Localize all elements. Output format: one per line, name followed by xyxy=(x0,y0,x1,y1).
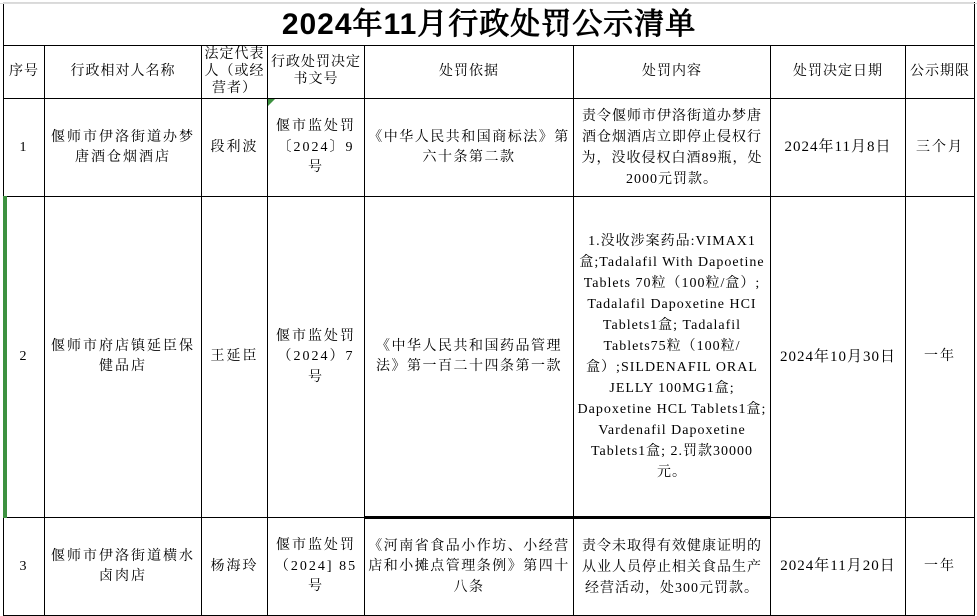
cell-publicity-period: 一年 xyxy=(906,197,975,518)
cell-penalty-basis: 《中华人民共和国药品管理法》第一百二十四条第一款 xyxy=(365,197,574,518)
cell-penalty-basis: 《中华人民共和国商标法》第六十条第二款 xyxy=(365,99,574,197)
cell-decision-date: 2024年11月20日 xyxy=(771,518,906,616)
table-row xyxy=(4,197,975,518)
header-row xyxy=(4,46,975,99)
header-decision-date: 处罚决定日期 xyxy=(771,46,906,99)
cell-penalty-basis: 《河南省食品小作坊、小经营店和小摊点管理条例》第四十八条 xyxy=(365,518,574,616)
seq-text: 2 xyxy=(19,349,29,365)
cell-doc-number xyxy=(268,99,365,197)
cell-legal-rep: 杨海玲 xyxy=(202,518,268,616)
penalty-disclosure-table xyxy=(3,2,975,616)
cell-party-name: 偃师市伊洛街道横水卤肉店 xyxy=(45,518,202,616)
cell-decision-date: 2024年11月8日 xyxy=(771,99,906,197)
cell-penalty-content: 1.没收涉案药品:VIMAX1盒;Tadalafil With Dapoetine Tablets 70粒（100粒/盒）; Tadalafil Dapoxetine HCI Tablets1盒; Tadalafil Tablets75粒（100粒/盒）;SILDENAFIL ORAL JELLY 100MG1盒; Dapoxetine HCL Tablets1盒; Vardenafil Dapoxetine Tablets1盒; 2.罚款30000元。 xyxy=(574,197,771,518)
table-row xyxy=(4,99,975,197)
header-publicity-period: 公示期限 xyxy=(906,46,975,99)
cell-doc-number: 偃市监处罚（2024）7号 xyxy=(268,197,365,518)
excel-gridline xyxy=(0,3,977,4)
cell-doc-number: 偃市监处罚（2024] 85号 xyxy=(268,518,365,616)
cell-publicity-period: 三个月 xyxy=(906,99,975,197)
table-row xyxy=(4,518,975,616)
title-row xyxy=(4,3,975,46)
header-party-name: 行政相对人名称 xyxy=(45,46,202,99)
cell-seq: 3 xyxy=(4,518,45,616)
header-legal-rep: 法定代表人（或经营者） xyxy=(202,46,268,99)
error-indicator-icon xyxy=(268,99,275,106)
cell-legal-rep: 王延臣 xyxy=(202,197,268,518)
cell-legal-rep: 段利波 xyxy=(202,99,268,197)
row-highlight-green-bar xyxy=(3,196,7,518)
cell-party-name: 偃师市府店镇延臣保健品店 xyxy=(45,197,202,518)
cell-seq: 1 xyxy=(4,99,45,197)
spreadsheet-page xyxy=(0,2,977,614)
doc-number-text: 偃市监处罚〔2024〕9号 xyxy=(276,119,356,176)
header-doc-number: 行政处罚决定书文号 xyxy=(268,46,365,99)
cell-publicity-period: 一年 xyxy=(906,518,975,616)
header-penalty-content: 处罚内容 xyxy=(574,46,771,99)
header-penalty-basis: 处罚依据 xyxy=(365,46,574,99)
page-title: 2024年11月行政处罚公示清单 xyxy=(4,3,975,46)
header-seq: 序号 xyxy=(4,46,45,99)
cell-party-name: 偃师市伊洛街道办梦唐酒仓烟酒店 xyxy=(45,99,202,197)
cell-seq xyxy=(4,197,45,518)
cell-decision-date: 2024年10月30日 xyxy=(771,197,906,518)
cell-penalty-content: 责令偃师市伊洛街道办梦唐酒仓烟酒店立即停止侵权行为，没收侵权白酒89瓶，处2000元罚款。 xyxy=(574,99,771,197)
cell-penalty-content: 责令未取得有效健康证明的从业人员停止相关食品生产经营活动，处300元罚款。 xyxy=(574,518,771,616)
